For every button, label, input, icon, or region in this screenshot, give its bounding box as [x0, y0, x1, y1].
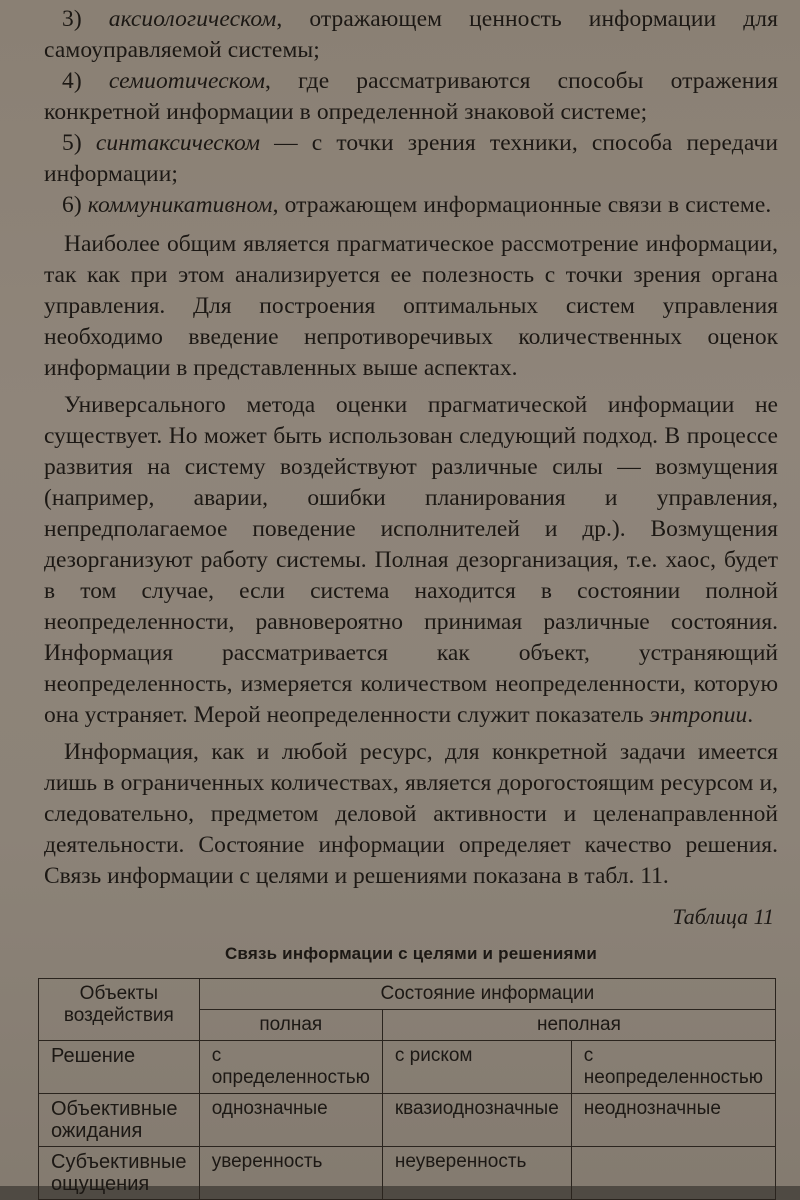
table-title: Связь информации с целями и решениями [224, 944, 598, 963]
table-row [39, 1147, 776, 1200]
table-cell: однозначные [199, 1094, 382, 1147]
list-item-term: синтаксическом [95, 130, 261, 156]
table-cell: неоднозначные [571, 1094, 775, 1147]
paragraph-entropy: Универсального метода оценки прагматической информации не существует. Но может быть использован следующий подход. В процессе развития на систему воздействуют различные силы — возмущения (например, аварии, ошибки планирования и управления, непредполагаемое поведение исполнителей и др.). Возмущения дезорганизуют работу системы. Полная дезорганизация, т.е. хаос, будет в том случае, если система находится в состоянии полной неопределенности, равновероятно принимая различные состояния. Информация рассматривается как объект, устраняющий неопределенность, измеряется количеством неопределенности, которую она устраняет. Мерой неопределенности служит показатель энтропии. [44, 392, 778, 728]
paragraph-resource: Информация, как и любой ресурс, для конкретной задачи имеется лишь в ограниченных количествах, является дорогостоящим ресурсом и, следовательно, предметом деловой активности и целенаправленной деятельности. Состояние информации определяет качество решения. Связь информации с целями и решениями показана в табл. 11. [44, 739, 778, 889]
header-partial: неполная [382, 1010, 775, 1041]
table-cell: квазиоднозначные [382, 1094, 571, 1147]
table-row [39, 1094, 776, 1147]
table-cell: с неопределенностью [571, 1041, 775, 1094]
table-cell: неуверенность [382, 1147, 571, 1200]
term-entropy: энтропии [649, 702, 748, 728]
list-item: 4) семиотическом, где рассматриваются способы отражения конкретной информации в определенной знаковой системе; [44, 68, 778, 125]
list-item-term: аксиологическом [108, 6, 277, 32]
header-full: полная [199, 1010, 382, 1041]
list-item-term: коммуникативном [87, 192, 273, 218]
list-item: 3) аксиологическом, отражающем ценность информации для самоуправляемой системы; [44, 6, 778, 63]
table-cell: с риском [382, 1041, 571, 1094]
row-label: Субъективные ощущения [39, 1147, 200, 1200]
header-objects: Объекты воздействия [39, 979, 200, 1041]
list-item: 5) синтаксическом — с точки зрения техники, способа передачи информации; [44, 130, 778, 187]
table-number: Таблица 11 [672, 904, 774, 929]
table-cell: с определенностью [199, 1041, 382, 1094]
list-item: 6) коммуникативном, отражающем информационные связи в системе. [62, 192, 772, 218]
table-cell [571, 1147, 775, 1200]
table-cell: уверенность [199, 1147, 382, 1200]
table-row [39, 1041, 776, 1094]
row-label: Объективные ожидания [39, 1094, 200, 1147]
list-item-term: семиотическом [108, 68, 266, 94]
row-label: Решение [39, 1041, 200, 1094]
header-state: Состояние информации [199, 979, 775, 1010]
paragraph-pragmatic: Наиболее общим является прагматическое рассмотрение информации, так как при этом анализируется ее полезность с точки зрения органа управления. Для построения оптимальных систем управления необходимо введение непротиворечивых количественных оценок информации в представленных выше аспектах. [44, 231, 778, 381]
info-table [38, 978, 776, 1200]
